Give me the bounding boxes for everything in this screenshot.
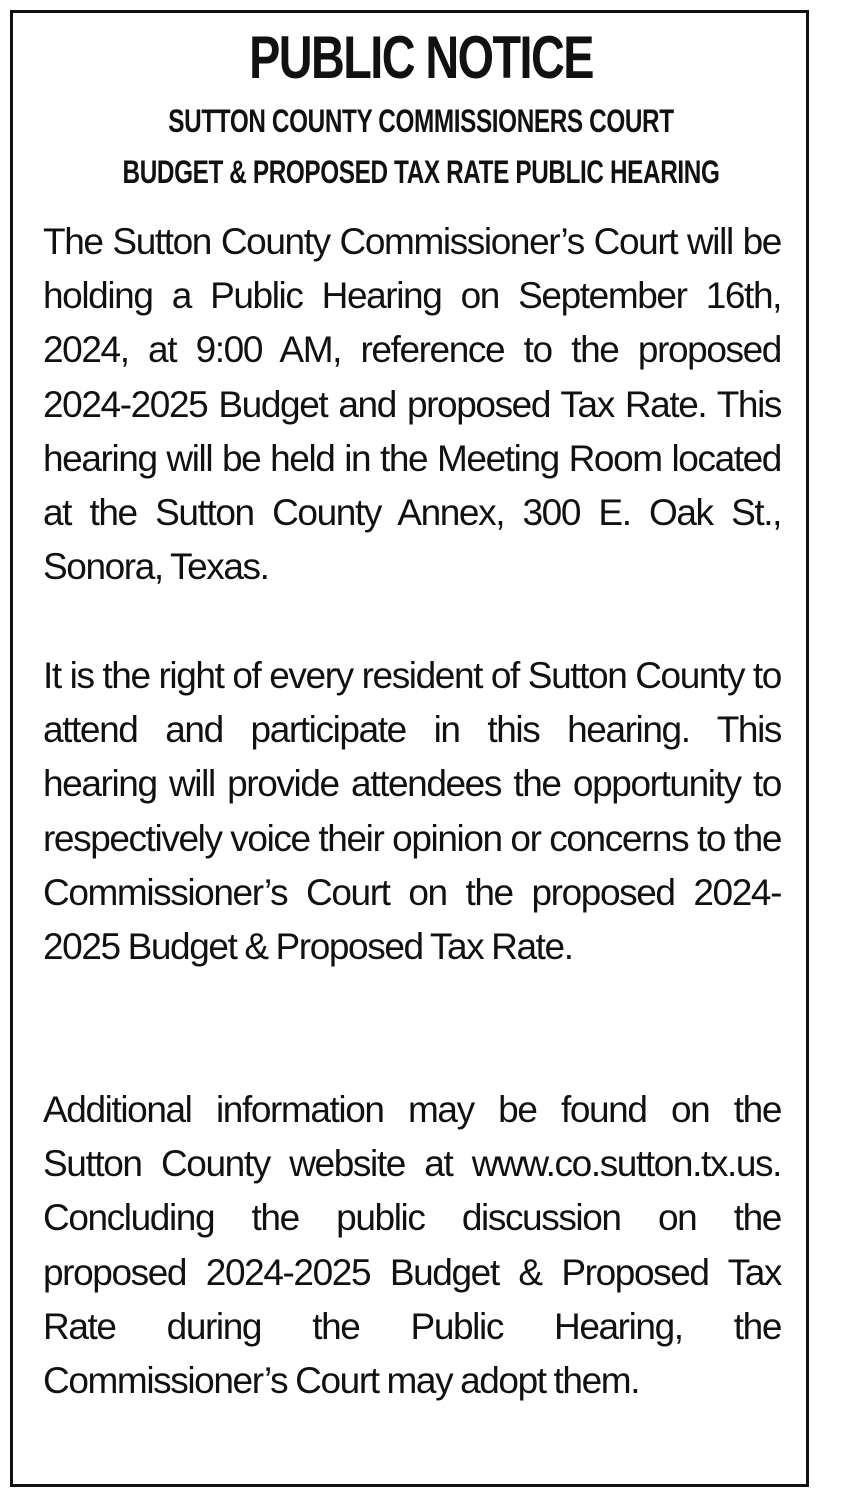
paragraph-hearing-details: The Sutton County Commissioner’s Court will be holding a Public Hearing on September 16th, 2024, at 9:00 AM, reference to the proposed 2024-2025 Budget and proposed Tax Rate. This hearing will be held in the Meeting Room located at the Sutton County Annex, 300 E. Oak St., Sonora, Texas.: [43, 221, 781, 588]
paragraph-resident-rights: It is the right of every resident of Sutton County to attend and participate in this hearing. This hearing will provide attendees the opportunity to respectively voice their opinion or concerns to the Commissioner’s Court on the proposed 2024-2025 Budget & Proposed Tax Rate.: [43, 655, 781, 968]
notice-title: PUBLIC NOTICE: [249, 24, 593, 91]
paragraph-additional-info: Additional information may be found on the Sutton County website at www.co.sutton.tx.us. Concluding the public discussion on the proposed 2024-2025 Budget & Proposed Tax Rate during the Public Hearing, the Commissioner’s Court may adopt them.: [43, 1089, 781, 1402]
notice-subtitle-court: SUTTON COUNTY COMMISSIONERS COURT: [168, 103, 674, 139]
notice-subtitle-hearing: BUDGET & PROPOSED TAX RATE PUBLIC HEARING: [122, 154, 720, 190]
